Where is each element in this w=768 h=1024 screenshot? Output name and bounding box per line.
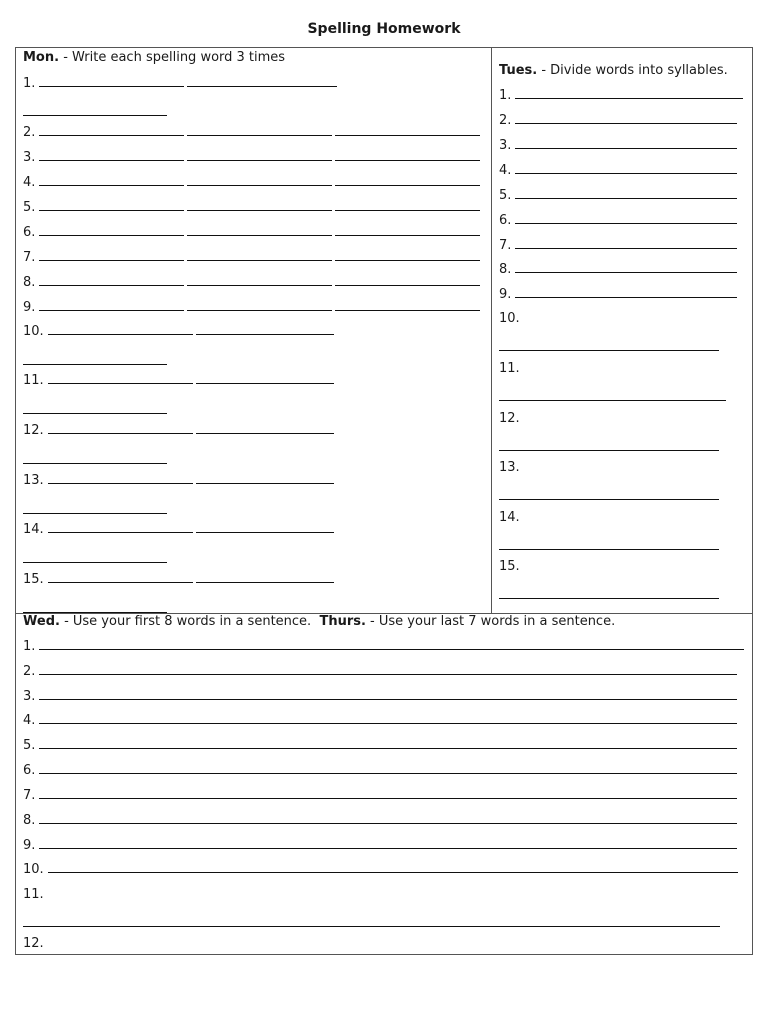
sentence-row bbox=[23, 689, 737, 705]
item-number: 13. bbox=[499, 460, 520, 475]
item-number: 5. bbox=[23, 738, 36, 753]
item-number: 8. bbox=[23, 275, 36, 290]
tuesday-heading bbox=[499, 63, 728, 79]
tuesday-row bbox=[499, 411, 520, 427]
answer-blank[interactable] bbox=[515, 163, 737, 174]
monday-row bbox=[23, 225, 480, 241]
tuesday-row bbox=[499, 238, 737, 254]
answer-blank[interactable] bbox=[23, 562, 167, 563]
answer-blank[interactable] bbox=[187, 250, 332, 261]
item-number: 14. bbox=[23, 522, 44, 537]
answer-blank[interactable] bbox=[335, 175, 480, 186]
item-number: 8. bbox=[499, 262, 512, 277]
monday-row bbox=[23, 473, 334, 489]
tuesday-row bbox=[499, 88, 743, 104]
sentence-row bbox=[23, 664, 737, 680]
answer-blank[interactable] bbox=[48, 423, 193, 434]
item-number: 9. bbox=[23, 838, 36, 853]
answer-blank[interactable] bbox=[187, 175, 332, 186]
answer-blank[interactable] bbox=[39, 838, 737, 849]
sentence-row bbox=[23, 639, 744, 655]
monday-row bbox=[23, 125, 480, 141]
item-number: 6. bbox=[499, 213, 512, 228]
answer-blank[interactable] bbox=[499, 350, 719, 351]
sentence-row bbox=[23, 838, 737, 854]
monday-row bbox=[23, 423, 334, 439]
answer-blank[interactable] bbox=[48, 572, 193, 583]
answer-blank[interactable] bbox=[515, 188, 737, 199]
monday-heading bbox=[23, 50, 285, 66]
answer-blank[interactable] bbox=[23, 926, 720, 927]
answer-blank[interactable] bbox=[39, 813, 737, 824]
item-number: 9. bbox=[23, 300, 36, 315]
monday-row bbox=[23, 572, 334, 588]
answer-blank[interactable] bbox=[499, 499, 719, 500]
item-number: 1. bbox=[23, 76, 36, 91]
item-number: 6. bbox=[23, 763, 36, 778]
answer-blank[interactable] bbox=[23, 364, 167, 365]
answer-blank[interactable] bbox=[515, 213, 737, 224]
answer-blank[interactable] bbox=[39, 275, 184, 286]
item-number: 3. bbox=[23, 689, 36, 704]
answer-blank[interactable] bbox=[335, 275, 480, 286]
tuesday-row bbox=[499, 559, 520, 575]
answer-blank[interactable] bbox=[196, 473, 334, 484]
item-number: 5. bbox=[23, 200, 36, 215]
item-number: 9. bbox=[499, 287, 512, 302]
item-number: 2. bbox=[23, 664, 36, 679]
answer-blank[interactable] bbox=[39, 788, 737, 799]
item-number: 3. bbox=[499, 138, 512, 153]
sentence-row bbox=[23, 936, 44, 952]
answer-blank[interactable] bbox=[515, 287, 737, 298]
answer-blank[interactable] bbox=[187, 275, 332, 286]
sentence-row bbox=[23, 763, 737, 779]
answer-blank[interactable] bbox=[187, 150, 332, 161]
answer-blank[interactable] bbox=[39, 300, 184, 311]
answer-blank[interactable] bbox=[39, 664, 737, 675]
sentence-row bbox=[23, 862, 738, 878]
answer-blank[interactable] bbox=[515, 262, 737, 273]
monday-row bbox=[23, 275, 480, 291]
item-number: 2. bbox=[499, 113, 512, 128]
tuesday-row bbox=[499, 287, 737, 303]
item-number: 2. bbox=[23, 125, 36, 140]
item-number: 10. bbox=[23, 324, 44, 339]
item-number: 7. bbox=[499, 238, 512, 253]
answer-blank[interactable] bbox=[39, 689, 737, 700]
answer-blank[interactable] bbox=[335, 225, 480, 236]
answer-blank[interactable] bbox=[335, 300, 480, 311]
answer-blank[interactable] bbox=[23, 413, 167, 414]
answer-blank[interactable] bbox=[48, 324, 193, 335]
item-number: 14. bbox=[499, 510, 520, 525]
answer-blank[interactable] bbox=[335, 125, 480, 136]
item-number: 10. bbox=[499, 311, 520, 326]
item-number: 11. bbox=[23, 887, 44, 902]
answer-blank[interactable] bbox=[187, 200, 332, 211]
answer-blank[interactable] bbox=[48, 473, 193, 484]
tuesday-row bbox=[499, 311, 520, 327]
answer-blank[interactable] bbox=[515, 138, 737, 149]
answer-blank[interactable] bbox=[196, 423, 334, 434]
answer-blank[interactable] bbox=[515, 238, 737, 249]
answer-blank[interactable] bbox=[187, 225, 332, 236]
item-number: 1. bbox=[499, 88, 512, 103]
wed-thurs-heading bbox=[23, 614, 615, 630]
answer-blank[interactable] bbox=[187, 125, 332, 136]
answer-blank[interactable] bbox=[39, 150, 184, 161]
item-number: 7. bbox=[23, 250, 36, 265]
answer-blank[interactable] bbox=[39, 639, 744, 650]
monday-instruction: - Write each spelling word 3 times bbox=[59, 50, 286, 65]
answer-blank[interactable] bbox=[48, 373, 193, 384]
sentence-row bbox=[23, 887, 44, 903]
answer-blank[interactable] bbox=[23, 115, 167, 116]
item-number: 4. bbox=[23, 713, 36, 728]
sentence-row bbox=[23, 788, 737, 804]
item-number: 3. bbox=[23, 150, 36, 165]
tuesday-row bbox=[499, 262, 737, 278]
answer-blank[interactable] bbox=[23, 612, 167, 613]
tuesday-row bbox=[499, 163, 737, 179]
answer-blank[interactable] bbox=[499, 549, 719, 550]
item-number: 12. bbox=[23, 936, 44, 951]
answer-blank[interactable] bbox=[187, 76, 337, 87]
item-number: 4. bbox=[23, 175, 36, 190]
monday-row bbox=[23, 200, 480, 216]
tuesday-section bbox=[491, 47, 753, 614]
monday-row bbox=[23, 76, 337, 92]
item-number: 1. bbox=[23, 639, 36, 654]
monday-row bbox=[23, 522, 334, 538]
answer-blank[interactable] bbox=[48, 862, 738, 873]
monday-row bbox=[23, 175, 480, 191]
answer-blank[interactable] bbox=[39, 200, 184, 211]
page-title: Spelling Homework bbox=[307, 21, 461, 37]
monday-day-label: Mon. bbox=[23, 50, 60, 65]
answer-blank[interactable] bbox=[196, 373, 334, 384]
sentence-row bbox=[23, 713, 737, 729]
item-number: 12. bbox=[23, 423, 44, 438]
answer-blank[interactable] bbox=[196, 324, 334, 335]
item-number: 6. bbox=[23, 225, 36, 240]
wednesday-day-label: Wed. bbox=[23, 614, 60, 629]
answer-blank[interactable] bbox=[48, 522, 193, 533]
answer-blank[interactable] bbox=[335, 200, 480, 211]
monday-row bbox=[23, 373, 334, 389]
sentence-row bbox=[23, 813, 737, 829]
answer-blank[interactable] bbox=[196, 572, 334, 583]
monday-row bbox=[23, 324, 334, 340]
item-number: 11. bbox=[499, 361, 520, 376]
tuesday-instruction: - Divide words into syllables. bbox=[537, 63, 728, 78]
answer-blank[interactable] bbox=[335, 150, 480, 161]
tuesday-row bbox=[499, 213, 737, 229]
tuesday-day-label: Tues. bbox=[499, 63, 538, 78]
item-number: 15. bbox=[499, 559, 520, 574]
answer-blank[interactable] bbox=[39, 76, 184, 87]
monday-row bbox=[23, 300, 480, 316]
tuesday-row bbox=[499, 113, 737, 129]
item-number: 10. bbox=[23, 862, 44, 877]
item-number: 11. bbox=[23, 373, 44, 388]
monday-row bbox=[23, 150, 480, 166]
answer-blank[interactable] bbox=[23, 463, 167, 464]
answer-blank[interactable] bbox=[515, 88, 743, 99]
answer-blank[interactable] bbox=[39, 175, 184, 186]
answer-blank[interactable] bbox=[39, 250, 184, 261]
tuesday-row bbox=[499, 460, 520, 476]
wednesday-instruction: - Use your first 8 words in a sentence. bbox=[59, 614, 312, 629]
answer-blank[interactable] bbox=[499, 400, 726, 401]
item-number: 12. bbox=[499, 411, 520, 426]
answer-blank[interactable] bbox=[196, 522, 334, 533]
item-number: 5. bbox=[499, 188, 512, 203]
tuesday-row bbox=[499, 361, 520, 377]
answer-blank[interactable] bbox=[515, 113, 737, 124]
answer-blank[interactable] bbox=[187, 300, 332, 311]
answer-blank[interactable] bbox=[39, 225, 184, 236]
monday-row bbox=[23, 250, 480, 266]
answer-blank[interactable] bbox=[23, 513, 167, 514]
answer-blank[interactable] bbox=[39, 763, 737, 774]
item-number: 15. bbox=[23, 572, 44, 587]
tuesday-row bbox=[499, 138, 737, 154]
item-number: 8. bbox=[23, 813, 36, 828]
thursday-instruction: - Use your last 7 words in a sentence. bbox=[365, 614, 616, 629]
item-number: 4. bbox=[499, 163, 512, 178]
answer-blank[interactable] bbox=[499, 598, 719, 599]
tuesday-row bbox=[499, 510, 520, 526]
answer-blank[interactable] bbox=[39, 738, 737, 749]
item-number: 7. bbox=[23, 788, 36, 803]
answer-blank[interactable] bbox=[39, 713, 737, 724]
thursday-day-label: Thurs. bbox=[319, 614, 366, 629]
tuesday-row bbox=[499, 188, 737, 204]
answer-blank[interactable] bbox=[335, 250, 480, 261]
sentence-row bbox=[23, 738, 737, 754]
answer-blank[interactable] bbox=[39, 125, 184, 136]
item-number: 13. bbox=[23, 473, 44, 488]
answer-blank[interactable] bbox=[499, 450, 719, 451]
